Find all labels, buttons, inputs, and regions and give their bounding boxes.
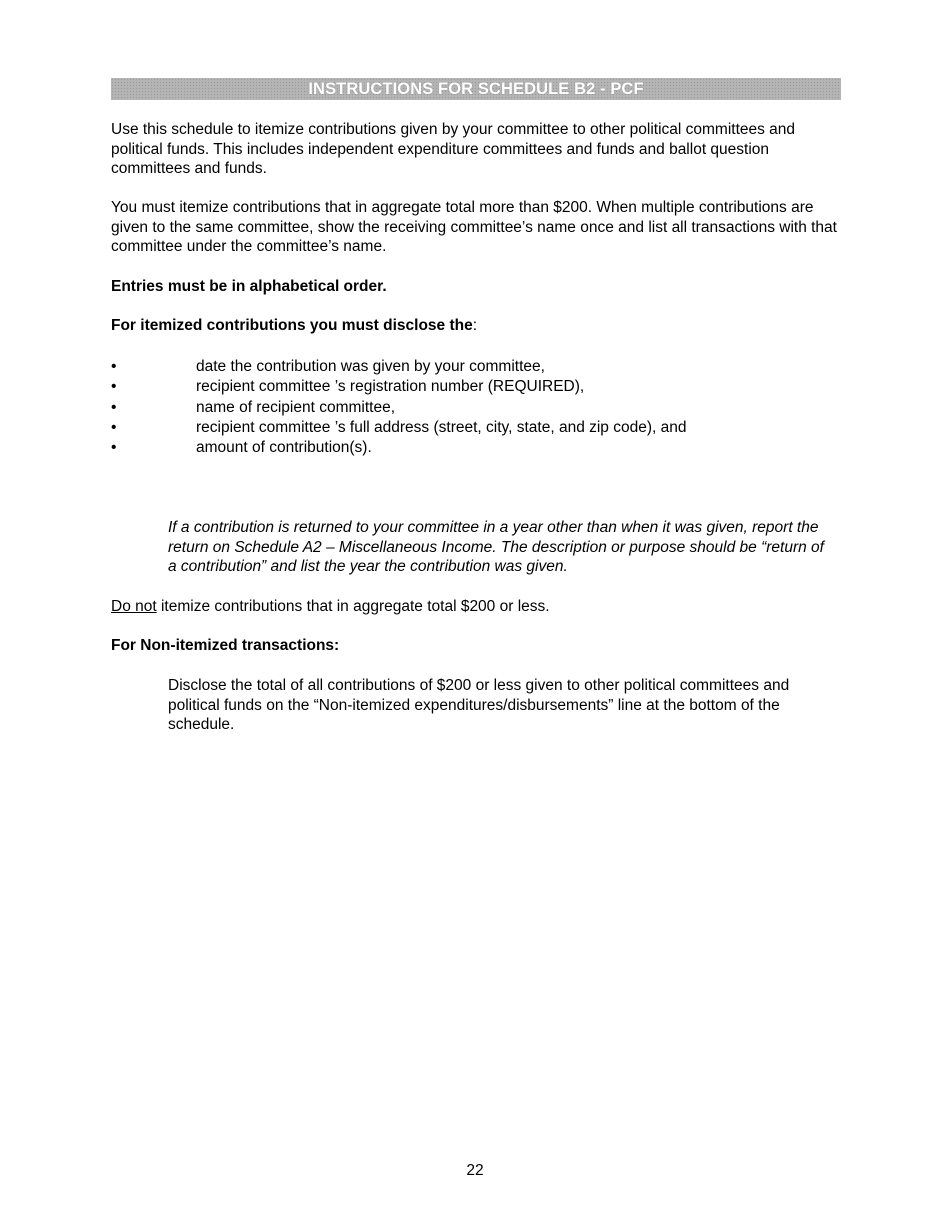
- do-not-itemize-text: itemize contributions that in aggregate total $200 or less.: [156, 598, 550, 615]
- do-not-itemize-paragraph: [111, 597, 841, 617]
- bullet-icon: •: [111, 439, 117, 456]
- itemize-threshold-paragraph: You must itemize contributions that in aggregate total more than $200. When multiple contributions are given to the same committee, show the receiving committee’s name once and list all transactions with that committee under the committee’s name.: [111, 199, 837, 256]
- alphabetical-order-note: Entries must be in alphabetical order.: [111, 278, 387, 295]
- section-title-bar: [111, 78, 841, 100]
- disclose-heading-colon: :: [472, 317, 478, 334]
- list-item-text: recipient committee ’s full address (street, city, state, and zip code), and: [196, 419, 687, 436]
- page-number: 22: [466, 1162, 484, 1179]
- section-title: INSTRUCTIONS FOR SCHEDULE B2 - PCF: [308, 80, 644, 98]
- list-item-text: name of recipient committee,: [196, 399, 396, 416]
- bullet-icon: •: [111, 399, 117, 416]
- disclose-heading-text: For itemized contributions you must disclose the: [111, 317, 473, 334]
- bullet-icon: •: [111, 378, 117, 395]
- intro-paragraph: Use this schedule to itemize contributions given by your committee to other political committees and political funds. This includes independent expenditure committees and funds and ballot question committees and funds.: [111, 121, 796, 178]
- list-item-text: date the contribution was given by your committee,: [196, 358, 545, 375]
- disclose-heading: [111, 316, 841, 336]
- non-itemized-heading: For Non-itemized transactions:: [111, 637, 340, 654]
- returned-contribution-note: If a contribution is returned to your committee in a year other than when it was given, report the return on Schedule A2 – Miscellaneous Income. The description or purpose should be “return of a contribution” and list the year the contribution was given.: [168, 519, 824, 576]
- bullet-icon: •: [111, 358, 117, 375]
- do-not-emphasis: Do not: [111, 598, 157, 615]
- list-item-text: amount of contribution(s).: [196, 439, 372, 456]
- list-item-text: recipient committee ’s registration number (REQUIRED),: [196, 378, 585, 395]
- non-itemized-paragraph: Disclose the total of all contributions of $200 or less given to other political committees and political funds on the “Non-itemized expenditures/disbursements” line at the bottom of the schedule.: [168, 677, 790, 734]
- bullet-icon: •: [111, 419, 117, 436]
